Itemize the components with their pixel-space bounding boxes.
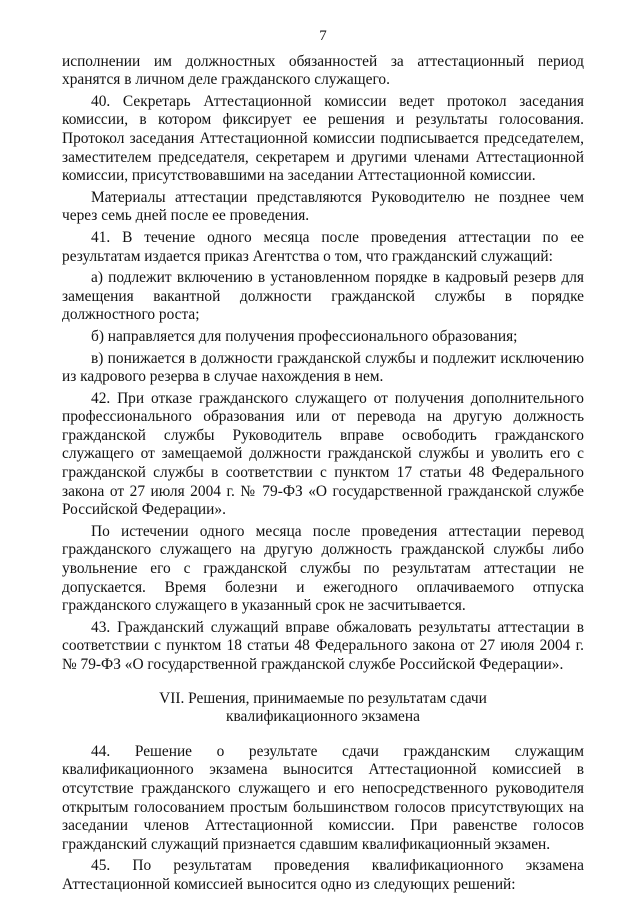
paragraph-40: 40. Секретарь Аттестационной комиссии ведет протокол заседания комиссии, в котором фиксирует ее решения и результаты голосования. Протокол заседания Аттестационной комиссии подписывается председателем, заместителем председателя, секретарем и другими членами Аттестационной комиссии, присутствовавшими на заседании Аттестационной комиссии. [62,92,584,185]
paragraph-45: 45. По результатам проведения квалификационного экзамена Аттестационной комиссией выносится одно из следующих решений: [62,857,584,893]
paragraph-42: 42. При отказе гражданского служащего от получения дополнительного профессионального образования или от перевода на другую должность гражданской службы Руководитель вправе освободить гражданского служащего от замещаемой должности гражданской службы и уволить его с гражданской службы в соответствии с пунктом 17 статьи 48 Федерального закона от 27 июля 2004 г. № 79-ФЗ «О государственной гражданской службе Российской Федерации». [62,389,584,519]
list-item-a: а) подлежит включению в установленном порядке в кадровый резерв для замещения вакантной должности гражданской службы в порядке должностного роста; [62,269,584,324]
paragraph: исполнении им должностных обязанностей за аттестационный период хранятся в личном деле гражданского служащего. [62,52,584,89]
paragraph: Материалы аттестации представляются Руководителю не позднее чем через семь дней после ее проведения. [62,188,584,225]
section-heading-line-1: VII. Решения, принимаемые по результатам сдачи [159,689,487,707]
paragraph: По истечении одного месяца после проведения аттестации перевод гражданского служащего на другую должность гражданской службы либо увольнение его с гражданской службы по результатам аттестации не допускается. Время болезни и ежегодного оплачиваемого отпуска гражданского служащего в указанный срок не засчитывается. [62,522,584,615]
body-text-top [62,53,584,675]
section-heading-line-2: квалификационного экзамена [226,708,420,726]
section-heading [62,690,584,727]
list-item-b: б) направляется для получения профессионального образования; [91,327,518,345]
paragraph-41: 41. В течение одного месяца после проведения аттестации по ее результатам издается приказ Агентства о том, что гражданский служащий: [62,228,584,265]
list-item-v: в) понижается в должности гражданской службы и подлежит исключению из кадрового резерва в случае нахождения в нем. [62,349,584,386]
paragraph-43: 43. Гражданский служащий вправе обжаловать результаты аттестации в соответствии с пунктом 18 статьи 48 Федерального закона от 27 июля 2004 г. № 79-ФЗ «О государственной гражданской службе Российской Федерации». [62,618,584,673]
paragraph-44: 44. Решение о результате сдачи гражданским служащим квалификационного экзамена выносится Аттестационной комиссией в отсутствие гражданского служащего и его непосредственного руководителя открытым голосованием простым большинством голосов присутствующих на заседании членов Аттестационной комиссии. При равенстве голосов гражданский служащий признается сдавшим квалификационный экзамен. [62,742,584,853]
page-number: 7 [319,28,327,44]
body-text-bottom [62,743,584,895]
